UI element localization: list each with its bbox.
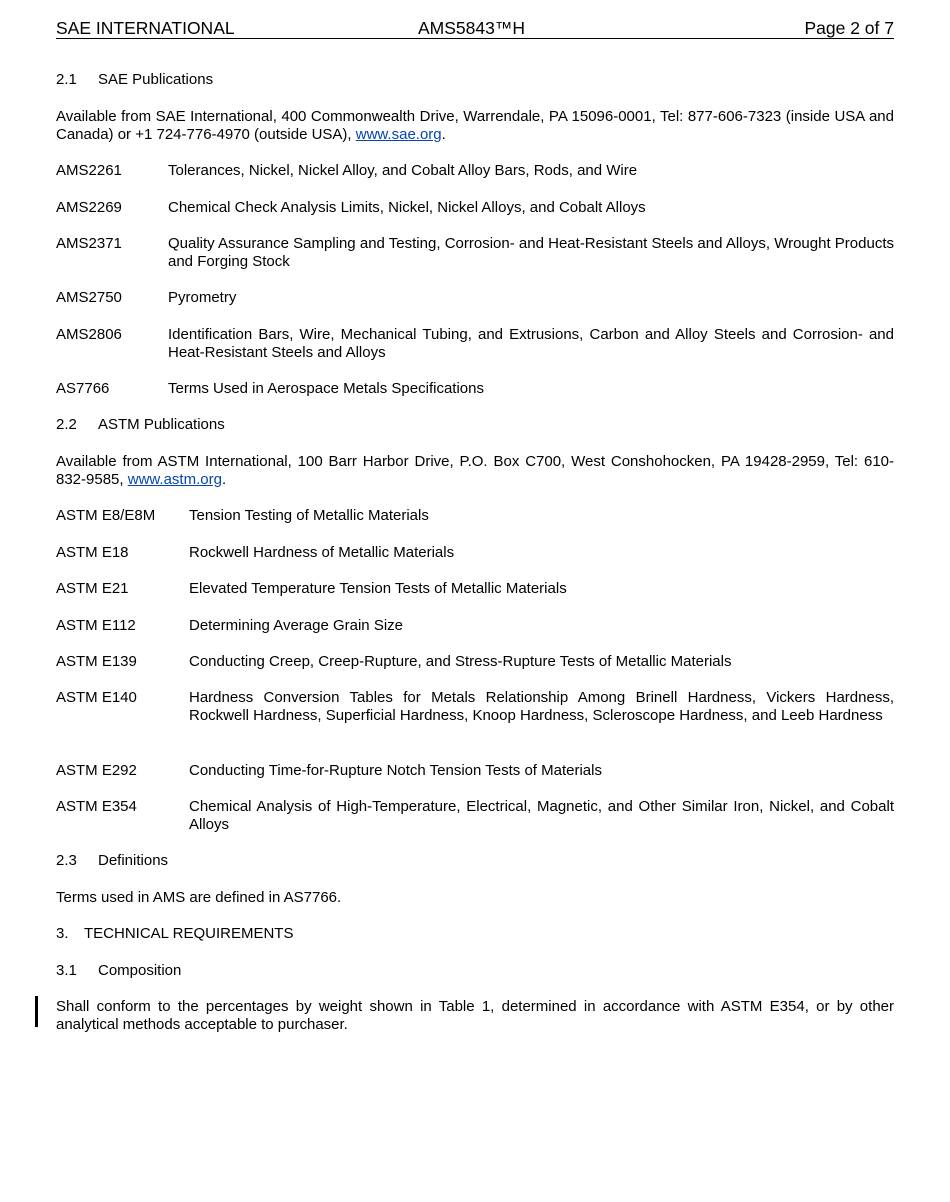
section-2-2-intro xyxy=(56,453,894,489)
reference-item xyxy=(56,798,894,834)
reference-title: Chemical Analysis of High-Temperature, Electrical, Magnetic, and Other Similar Iron, Nickel, and Cobalt Alloys xyxy=(189,798,894,833)
reference-title: Tolerances, Nickel, Nickel Alloy, and Cobalt Alloy Bars, Rods, and Wire xyxy=(168,162,638,179)
reference-code: ASTM E354 xyxy=(56,798,137,815)
reference-code: AMS2261 xyxy=(56,162,122,179)
section-2-1-intro xyxy=(56,108,894,144)
reference-title: Identification Bars, Wire, Mechanical Tubing, and Extrusions, Carbon and Alloy Steels and Corrosion- and Heat-Resistant Steels and Alloys xyxy=(168,326,894,361)
section-number: 3.1 xyxy=(56,962,77,979)
sae-intro-period: . xyxy=(441,126,446,143)
section-number: 2.3 xyxy=(56,852,77,869)
section-title: ASTM Publications xyxy=(98,416,225,433)
reference-item xyxy=(56,762,894,780)
reference-title: Determining Average Grain Size xyxy=(189,617,403,634)
reference-code: ASTM E292 xyxy=(56,762,137,779)
reference-item xyxy=(56,653,894,671)
reference-item xyxy=(56,199,894,217)
reference-code: ASTM E8/E8M xyxy=(56,507,156,524)
reference-code: AMS2371 xyxy=(56,235,122,252)
reference-title: Elevated Temperature Tension Tests of Metallic Materials xyxy=(189,580,567,597)
reference-title: Chemical Check Analysis Limits, Nickel, Nickel Alloys, and Cobalt Alloys xyxy=(168,199,646,216)
section-title: Definitions xyxy=(98,852,169,869)
reference-code: ASTM E139 xyxy=(56,653,137,670)
reference-title: Rockwell Hardness of Metallic Materials xyxy=(189,544,455,561)
reference-item xyxy=(56,580,894,598)
section-number: 3. xyxy=(56,925,69,942)
astm-website-link[interactable]: www.astm.org xyxy=(127,471,222,488)
section-2-1-heading xyxy=(56,71,894,89)
reference-title: Quality Assurance Sampling and Testing, Corrosion- and Heat-Resistant Steels and Alloys, Wrought Products and Forging Stock xyxy=(168,235,894,270)
sae-address-text: Available from SAE International, 400 Commonwealth Drive, Warrendale, PA 15096-0001, Tel: 877-606-7323 (inside USA and Canada) or +1 724-776-4970 (outside USA), xyxy=(56,108,894,143)
reference-code: ASTM E112 xyxy=(56,617,136,634)
reference-title: Terms Used in Aerospace Metals Specifications xyxy=(168,380,484,397)
reference-item xyxy=(56,326,894,362)
reference-code: AMS2269 xyxy=(56,199,122,216)
header-organization: SAE INTERNATIONAL xyxy=(56,18,235,38)
section-3-heading xyxy=(56,925,894,943)
section-title: SAE Publications xyxy=(98,71,214,88)
section-3-1-heading xyxy=(56,962,894,980)
section-title: TECHNICAL REQUIREMENTS xyxy=(84,925,294,942)
reference-code: ASTM E140 xyxy=(56,689,137,706)
section-title: Composition xyxy=(98,962,182,979)
reference-title: Conducting Time-for-Rupture Notch Tension Tests of Materials xyxy=(189,762,602,779)
reference-item xyxy=(56,235,894,271)
astm-address-text: Available from ASTM International, 100 Barr Harbor Drive, P.O. Box C700, West Conshohocken, PA 19428-2959, Tel: 610-832-9585, xyxy=(56,453,894,488)
astm-intro-period: . xyxy=(221,471,227,488)
header-page-number: Page 2 of 7 xyxy=(804,18,894,38)
reference-code: ASTM E21 xyxy=(56,580,129,597)
reference-code: AMS2806 xyxy=(56,326,122,343)
reference-item xyxy=(56,689,894,725)
reference-item xyxy=(56,380,894,398)
reference-code: ASTM E18 xyxy=(56,544,129,561)
section-2-3-text: Terms used in AMS are defined in AS7766. xyxy=(56,889,342,906)
reference-item xyxy=(56,162,894,180)
section-number: 2.2 xyxy=(56,416,77,433)
header-document-id: AMS5843™H xyxy=(418,18,525,38)
revision-change-bar xyxy=(35,996,38,1027)
reference-code: AMS2750 xyxy=(56,289,122,306)
section-3-1-text: Shall conform to the percentages by weight shown in Table 1, determined in accordance with ASTM E354, or by other analytical methods acceptable to purchaser. xyxy=(56,998,894,1033)
reference-item xyxy=(56,544,894,562)
reference-title: Conducting Creep, Creep-Rupture, and Stress-Rupture Tests of Metallic Materials xyxy=(189,653,732,670)
sae-website-link[interactable]: www.sae.org xyxy=(355,126,442,143)
reference-title: Tension Testing of Metallic Materials xyxy=(189,507,429,524)
reference-item xyxy=(56,507,894,525)
reference-title: Hardness Conversion Tables for Metals Relationship Among Brinell Hardness, Vickers Hardness, Rockwell Hardness, Superficial Hardness, Knoop Hardness, Scleroscope Hardness, and Leeb Hardness xyxy=(189,689,894,724)
reference-item xyxy=(56,617,894,635)
reference-code: AS7766 xyxy=(56,380,110,397)
section-2-3-heading xyxy=(56,852,894,870)
section-number: 2.1 xyxy=(56,71,77,88)
reference-item xyxy=(56,289,894,307)
reference-title: Pyrometry xyxy=(168,289,237,306)
section-2-2-heading xyxy=(56,416,894,434)
page-header xyxy=(56,18,894,39)
